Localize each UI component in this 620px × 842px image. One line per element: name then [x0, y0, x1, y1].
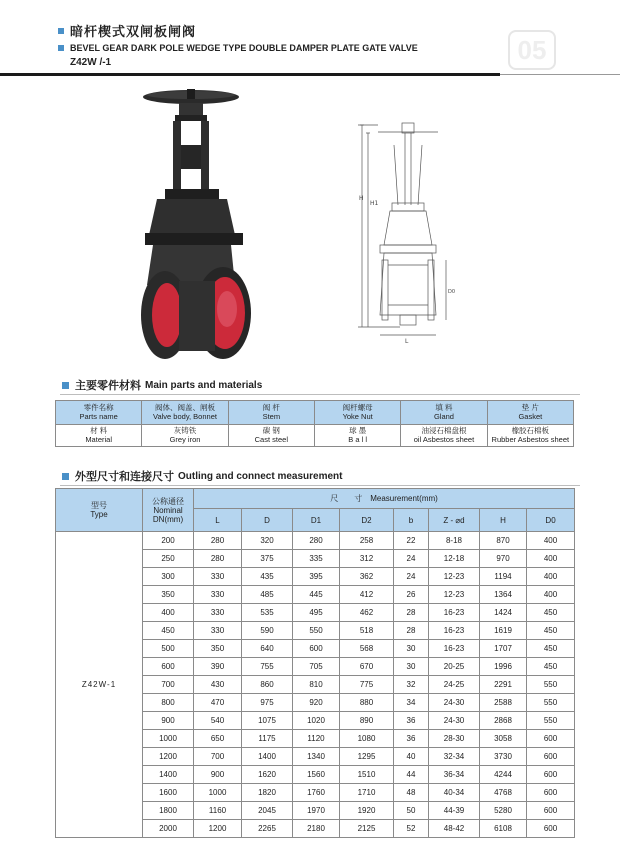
table-cell: 1175: [242, 730, 293, 748]
table-row: [56, 425, 574, 447]
table-cell: 450: [527, 604, 575, 622]
table-cell: 600: [527, 730, 575, 748]
table-cell: 890: [340, 712, 394, 730]
table-cell: 775: [340, 676, 394, 694]
dim-section-heading: [62, 468, 342, 484]
table-row: [56, 401, 574, 425]
measurement-header: 尺 寸 Measurement(mm): [194, 489, 575, 509]
table-cell: 568: [340, 640, 394, 658]
table-cell: 1600: [143, 784, 194, 802]
table-cell: 1295: [340, 748, 394, 766]
table-cell: 430: [194, 676, 242, 694]
table-cell: 30: [394, 640, 429, 658]
dimension-table: [55, 488, 575, 838]
table-cell: 450: [527, 622, 575, 640]
table-cell: 1400: [143, 766, 194, 784]
table-cell: 280: [293, 532, 340, 550]
table-cell: 435: [242, 568, 293, 586]
column-header: D0: [527, 509, 575, 532]
table-cell: 700: [143, 676, 194, 694]
table-cell: 600: [293, 640, 340, 658]
table-cell: 1619: [480, 622, 527, 640]
table-cell: 12-18: [429, 550, 480, 568]
table-cell: 450: [527, 640, 575, 658]
table-cell: 垫 片 Gasket: [487, 401, 573, 425]
table-cell: 860: [242, 676, 293, 694]
table-cell: 870: [480, 532, 527, 550]
type-header: 型号 Type: [56, 489, 143, 532]
table-cell: 1820: [242, 784, 293, 802]
table-cell: 阀体、阀盖、闸板 Valve body, Bonnet: [142, 401, 228, 425]
table-cell: 920: [293, 694, 340, 712]
table-cell: 橡胶石棉板 Rubber Asbestos sheet: [487, 425, 573, 447]
dim-label-h: H: [359, 195, 364, 202]
table-cell: 485: [242, 586, 293, 604]
table-cell: 1200: [194, 820, 242, 838]
table-cell: 350: [143, 586, 194, 604]
column-header: D: [242, 509, 293, 532]
dimension-drawing: [350, 95, 470, 345]
table-cell: 250: [143, 550, 194, 568]
table-cell: 44-39: [429, 802, 480, 820]
table-cell: 280: [194, 550, 242, 568]
table-cell: 36-34: [429, 766, 480, 784]
table-cell: 550: [527, 694, 575, 712]
bullet-icon: [58, 28, 64, 34]
parts-title-cn: 主要零件材料: [75, 379, 141, 392]
table-cell: 900: [143, 712, 194, 730]
table-cell: 412: [340, 586, 394, 604]
table-cell: 零件名称 Parts name: [56, 401, 142, 425]
parts-section-heading: [62, 377, 262, 393]
table-cell: 970: [480, 550, 527, 568]
table-cell: 258: [340, 532, 394, 550]
dim-label-d0: D0: [448, 289, 456, 295]
table-cell: 470: [194, 694, 242, 712]
table-cell: 450: [143, 622, 194, 640]
model-code: Z42W /-1: [70, 57, 112, 68]
table-cell: 36: [394, 712, 429, 730]
bullet-icon: [58, 45, 64, 51]
table-cell: 350: [194, 640, 242, 658]
table-cell: 1340: [293, 748, 340, 766]
table-cell: 24: [394, 568, 429, 586]
table-cell: 670: [340, 658, 394, 676]
table-cell: 2045: [242, 802, 293, 820]
table-cell: 油浸石棉盘根 oil Asbestos sheet: [401, 425, 487, 447]
table-cell: 500: [143, 640, 194, 658]
table-cell: 4244: [480, 766, 527, 784]
valve-photo: [135, 85, 260, 370]
table-cell: 12-23: [429, 586, 480, 604]
column-header: D1: [293, 509, 340, 532]
table-cell: 390: [194, 658, 242, 676]
table-cell: 330: [194, 568, 242, 586]
table-cell: 550: [527, 712, 575, 730]
table-cell: 24: [394, 550, 429, 568]
table-cell: 400: [527, 532, 575, 550]
parts-table: [55, 400, 574, 447]
table-cell: 28: [394, 622, 429, 640]
table-cell: 330: [194, 622, 242, 640]
table-cell: 1200: [143, 748, 194, 766]
table-cell: 800: [143, 694, 194, 712]
table-cell: 600: [527, 784, 575, 802]
table-cell: 1620: [242, 766, 293, 784]
table-cell: 495: [293, 604, 340, 622]
table-cell: 3058: [480, 730, 527, 748]
table-cell: 312: [340, 550, 394, 568]
table-cell: 1510: [340, 766, 394, 784]
table-cell: 400: [143, 604, 194, 622]
table-cell: 330: [194, 586, 242, 604]
table-cell: 320: [242, 532, 293, 550]
column-header: L: [194, 509, 242, 532]
table-cell: 24-25: [429, 676, 480, 694]
table-cell: 640: [242, 640, 293, 658]
table-cell: 400: [527, 550, 575, 568]
table-cell: 540: [194, 712, 242, 730]
table-cell: 975: [242, 694, 293, 712]
dim-label-h1: H1: [370, 200, 379, 207]
section-divider: [60, 394, 580, 395]
table-cell: 518: [340, 622, 394, 640]
table-cell: 1800: [143, 802, 194, 820]
table-cell: 32-34: [429, 748, 480, 766]
table-cell: 600: [527, 802, 575, 820]
column-header: Z - ⌀d: [429, 509, 480, 532]
table-cell: 26: [394, 586, 429, 604]
table-cell: 1560: [293, 766, 340, 784]
table-cell: 600: [527, 766, 575, 784]
table-cell: 1000: [143, 730, 194, 748]
table-cell: 1996: [480, 658, 527, 676]
table-cell: 阀杆螺母 Yoke Nut: [314, 401, 400, 425]
table-row: [56, 532, 575, 550]
table-cell: 400: [527, 586, 575, 604]
page-number-badge: 05: [508, 30, 556, 70]
header-divider: [0, 73, 500, 76]
table-cell: 400: [527, 568, 575, 586]
table-cell: 1364: [480, 586, 527, 604]
table-cell: 阀 杆 Stem: [228, 401, 314, 425]
table-cell: 32: [394, 676, 429, 694]
table-cell: 650: [194, 730, 242, 748]
model-cell: Z42W-1: [56, 532, 143, 838]
header-divider-thin: [500, 74, 620, 75]
table-cell: 2291: [480, 676, 527, 694]
table-cell: 16-23: [429, 604, 480, 622]
table-cell: 28-30: [429, 730, 480, 748]
table-cell: 34: [394, 694, 429, 712]
column-header: b: [394, 509, 429, 532]
table-cell: 590: [242, 622, 293, 640]
table-cell: 880: [340, 694, 394, 712]
table-cell: 395: [293, 568, 340, 586]
table-cell: 填 料 Gland: [401, 401, 487, 425]
table-cell: 44: [394, 766, 429, 784]
table-header-row: [56, 489, 575, 509]
table-cell: 2588: [480, 694, 527, 712]
table-cell: 335: [293, 550, 340, 568]
table-cell: 1000: [194, 784, 242, 802]
table-cell: 24-30: [429, 712, 480, 730]
table-cell: 1080: [340, 730, 394, 748]
table-cell: 碳 钢 Cast steel: [228, 425, 314, 447]
table-cell: 450: [527, 658, 575, 676]
table-cell: 球 墨 B a l l: [314, 425, 400, 447]
table-cell: 1400: [242, 748, 293, 766]
table-cell: 280: [194, 532, 242, 550]
bullet-icon: [62, 473, 69, 480]
table-cell: 1707: [480, 640, 527, 658]
table-cell: 48: [394, 784, 429, 802]
title-cn: 暗杆楔式双闸板闸阀: [70, 25, 197, 40]
table-cell: 200: [143, 532, 194, 550]
table-cell: 375: [242, 550, 293, 568]
table-cell: 28: [394, 604, 429, 622]
table-cell: 52: [394, 820, 429, 838]
table-cell: 8-18: [429, 532, 480, 550]
table-cell: 22: [394, 532, 429, 550]
table-cell: 2125: [340, 820, 394, 838]
table-cell: 2265: [242, 820, 293, 838]
table-cell: 300: [143, 568, 194, 586]
table-cell: 705: [293, 658, 340, 676]
table-cell: 3730: [480, 748, 527, 766]
table-cell: 330: [194, 604, 242, 622]
dim-title-en: Outling and connect measurement: [178, 470, 343, 482]
table-cell: 362: [340, 568, 394, 586]
column-header: D2: [340, 509, 394, 532]
table-cell: 550: [527, 676, 575, 694]
table-cell: 12-23: [429, 568, 480, 586]
table-cell: 600: [527, 748, 575, 766]
table-cell: 445: [293, 586, 340, 604]
table-cell: 20-25: [429, 658, 480, 676]
table-cell: 5280: [480, 802, 527, 820]
table-cell: 1970: [293, 802, 340, 820]
section-divider: [60, 485, 580, 486]
table-cell: 40: [394, 748, 429, 766]
table-cell: 462: [340, 604, 394, 622]
table-cell: 755: [242, 658, 293, 676]
table-cell: 2000: [143, 820, 194, 838]
table-cell: 600: [527, 820, 575, 838]
table-cell: 600: [143, 658, 194, 676]
dim-label-l: L: [405, 338, 409, 345]
table-cell: 16-23: [429, 622, 480, 640]
table-cell: 30: [394, 658, 429, 676]
table-cell: 1920: [340, 802, 394, 820]
table-cell: 36: [394, 730, 429, 748]
title-en: BEVEL GEAR DARK POLE WEDGE TYPE DOUBLE DAMPER PLATE GATE VALVE: [70, 42, 418, 53]
table-cell: 50: [394, 802, 429, 820]
table-cell: 24-30: [429, 694, 480, 712]
table-cell: 1120: [293, 730, 340, 748]
table-cell: 6108: [480, 820, 527, 838]
table-cell: 材 料 Material: [56, 425, 142, 447]
table-cell: 16-23: [429, 640, 480, 658]
table-cell: 550: [293, 622, 340, 640]
table-cell: 1160: [194, 802, 242, 820]
table-cell: 40-34: [429, 784, 480, 802]
table-cell: 1760: [293, 784, 340, 802]
table-cell: 1710: [340, 784, 394, 802]
table-cell: 48-42: [429, 820, 480, 838]
table-cell: 1424: [480, 604, 527, 622]
table-cell: 1075: [242, 712, 293, 730]
bullet-icon: [62, 382, 69, 389]
table-cell: 2868: [480, 712, 527, 730]
table-cell: 535: [242, 604, 293, 622]
table-cell: 900: [194, 766, 242, 784]
table-cell: 4768: [480, 784, 527, 802]
table-cell: 1194: [480, 568, 527, 586]
dim-title-cn: 外型尺寸和连接尺寸: [75, 470, 174, 483]
table-cell: 1020: [293, 712, 340, 730]
page-header: [58, 22, 538, 70]
table-cell: 灰铸铁 Grey iron: [142, 425, 228, 447]
table-cell: 700: [194, 748, 242, 766]
table-cell: 810: [293, 676, 340, 694]
parts-title-en: Main parts and materials: [145, 379, 263, 391]
dn-header: 公称通径 Nominal DN(mm): [143, 489, 194, 532]
column-header: H: [480, 509, 527, 532]
table-cell: 2180: [293, 820, 340, 838]
